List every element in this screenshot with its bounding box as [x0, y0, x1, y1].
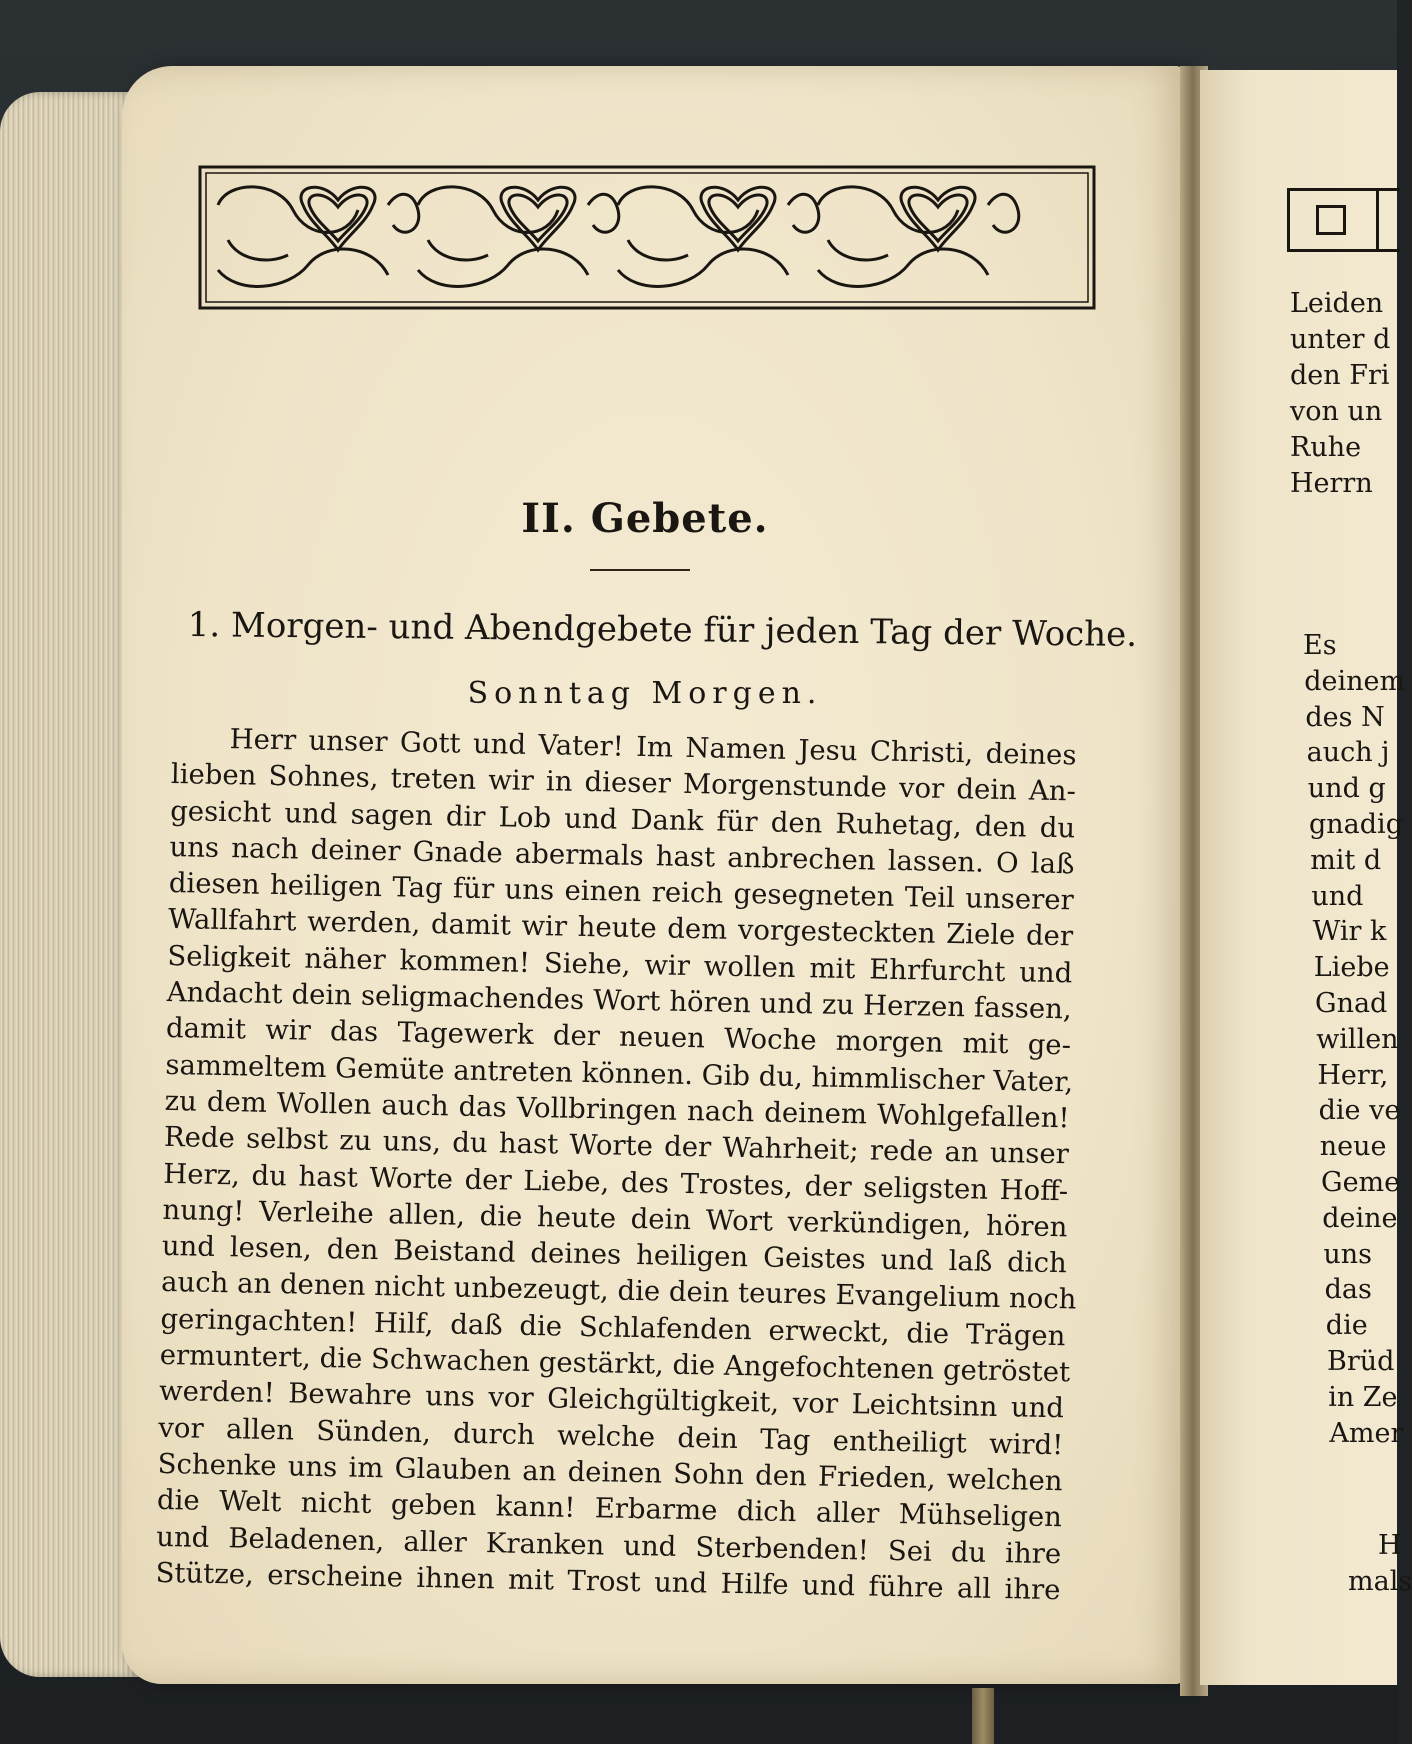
- right-page-text-fragment: uns: [1323, 1238, 1373, 1270]
- right-page-text-fragment: mals: [1348, 1566, 1412, 1597]
- right-page-text-fragment: Geme: [1321, 1167, 1401, 1198]
- text-line: Seligkeit näher kommen! Siehe, wir wollen mit Ehrfurcht und: [167, 939, 1073, 990]
- right-page-text-fragment: und g: [1307, 773, 1386, 805]
- right-page-text-fragment: auch j: [1306, 737, 1390, 769]
- square-icon: [1316, 205, 1346, 235]
- right-page-text-fragment: deine: [1322, 1202, 1398, 1234]
- right-page-text-fragment: Brüd: [1327, 1346, 1395, 1377]
- text-line: gesicht und sagen dir Lob und Dank für den Ruhetag, den du: [169, 794, 1076, 844]
- text-line: werden! Bewahre uns vor Gleichgültigkeit, vor Leichtsinn und: [158, 1375, 1065, 1425]
- right-page-text-fragment: gnadig: [1309, 809, 1403, 840]
- right-page-text-fragment: deinem: [1304, 665, 1406, 697]
- text-line: ermuntert, die Schwachen gestärkt, die Angefochtenen getröstet: [159, 1338, 1071, 1389]
- text-line: sammeltem Gemüte antreten können. Gib du, himmlischer Vater,: [165, 1048, 1074, 1099]
- right-page-text-fragment: Herr,: [1317, 1059, 1389, 1091]
- text-line: Wallfahrt werden, damit wir heute dem vorgesteckten Ziele der: [167, 903, 1074, 953]
- text-line: Andacht dein seligmachendes Wort hören und zu Herzen fassen,: [166, 976, 1072, 1026]
- text-line: Rede selbst zu uns, du hast Worte der Wahrheit; rede an unser: [163, 1121, 1070, 1171]
- right-page-text-fragment: und: [1311, 880, 1364, 912]
- ornament-border: [198, 165, 1096, 310]
- prayer-body: [155, 720, 1077, 1608]
- right-page-text-fragment: die ve: [1318, 1095, 1401, 1127]
- right-page-text-fragment: Amer: [1329, 1417, 1404, 1449]
- text-line: zu dem Wollen auch das Vollbringen nach deinem Wohlgefallen!: [164, 1084, 1070, 1135]
- right-page-text-fragment: willen: [1316, 1023, 1399, 1055]
- chapter-title: II. Gebete.: [521, 495, 769, 542]
- right-page-text-fragment: Herrn: [1290, 468, 1373, 499]
- right-page-header-box: [1287, 188, 1400, 252]
- right-page-text-fragment: von un: [1290, 396, 1383, 427]
- text-line: und lesen, den Beistand deines heiligen Geistes und laß dich: [161, 1230, 1068, 1280]
- right-page-text-fragment: des N: [1305, 701, 1385, 733]
- right-page-text-fragment: H: [1378, 1530, 1402, 1561]
- text-line: Stütze, erscheine ihnen mit Trost und Hilfe und führe all ihre: [155, 1556, 1061, 1607]
- section-title: 1. Morgen- und Abendgebete für jeden Tag der Woche.: [187, 605, 1138, 655]
- page-edges: [0, 92, 140, 1677]
- right-page-text-fragment: mit d: [1310, 844, 1382, 876]
- text-line: auch an denen nicht unbezeugt, die dein teures Evangelium noch: [160, 1266, 1077, 1316]
- right-page-text-fragment: Liebe: [1313, 952, 1390, 984]
- text-line: Schenke uns im Glauben an deinen Sohn den Frieden, welchen: [157, 1447, 1063, 1498]
- text-line: uns nach deiner Gnade abermals hast anbrechen lassen. O laß: [169, 830, 1075, 881]
- right-page-text-fragment: in Ze: [1328, 1381, 1398, 1413]
- right-page-text-fragment: Ruhe: [1290, 432, 1362, 463]
- text-line: die Welt nicht geben kann! Erbarme dich aller Mühseligen: [156, 1484, 1063, 1534]
- header-divider: [1376, 191, 1379, 249]
- text-line: nung! Verleihe allen, die heute dein Wort verkündigen, hören: [162, 1193, 1068, 1244]
- bookmark-ribbon: [972, 1688, 994, 1744]
- title-divider: [590, 569, 690, 571]
- right-page-text-fragment: Leiden: [1290, 288, 1384, 319]
- right-page-text-fragment: den Fri: [1290, 360, 1390, 391]
- text-line: vor allen Sünden, durch welche dein Tag entheiligt wird!: [158, 1411, 1064, 1461]
- text-line: Herz, du hast Worte der Liebe, des Trostes, der seligsten Hoff-: [162, 1157, 1069, 1207]
- day-title: Sonntag Morgen.: [467, 676, 823, 711]
- right-page-text-fragment: das: [1324, 1274, 1372, 1306]
- right-page-text-fragment: neue: [1319, 1131, 1387, 1163]
- text-line: und Beladenen, aller Kranken und Sterbenden! Sei du ihre: [156, 1520, 1062, 1570]
- right-page-text-fragment: Wir k: [1312, 916, 1387, 948]
- text-line: damit wir das Tagewerk der neuen Woche morgen mit ge-: [165, 1012, 1072, 1062]
- right-page-text-fragment: Gnad: [1315, 988, 1388, 1019]
- heart-ornament-icon: [198, 165, 1096, 310]
- right-page-text-fragment: die: [1325, 1310, 1368, 1342]
- right-page-text-fragment: unter d: [1290, 324, 1391, 355]
- text-line: diesen heiligen Tag für uns einen reich gesegneten Teil unserer: [168, 867, 1075, 917]
- text-line: geringachten! Hilf, daß die Schlafenden erweckt, die Trägen: [160, 1302, 1066, 1353]
- text-line: Herr unser Gott und Vater! Im Namen Jesu Christi, deines: [229, 723, 1077, 772]
- text-line: lieben Sohnes, treten wir in dieser Morgenstunde vor dein An-: [170, 758, 1077, 808]
- right-page-text-fragment: Es: [1303, 630, 1337, 661]
